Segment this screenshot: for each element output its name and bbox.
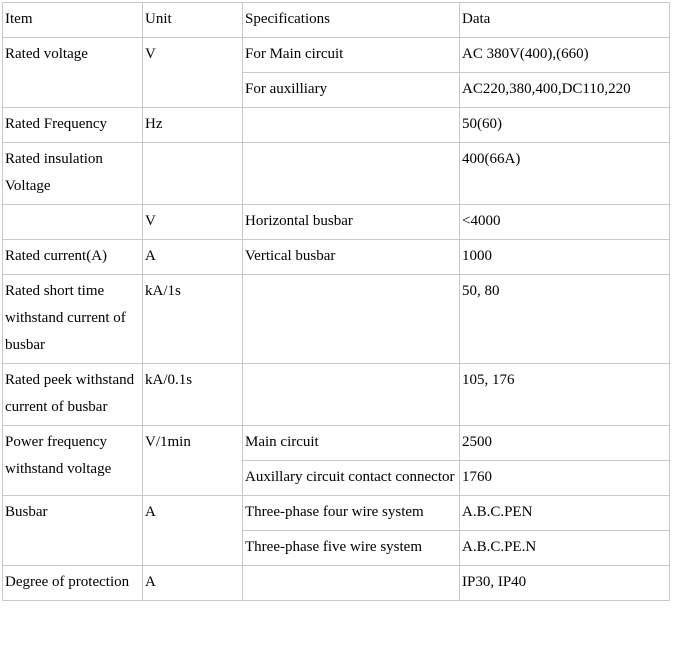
table-row [3, 205, 670, 240]
cell-data: 2500 [460, 426, 670, 461]
header-specifications: Specifications [243, 3, 460, 38]
table-row [3, 496, 670, 531]
cell-spec: Three-phase four wire system [243, 496, 460, 531]
cell-item: Rated current(A) [3, 240, 143, 275]
cell-item: Rated peek withstand current of busbar [3, 364, 143, 426]
cell-item: Rated short time withstand current of busbar [3, 275, 143, 364]
cell-data: A.B.C.PEN [460, 496, 670, 531]
cell-spec: Three-phase five wire system [243, 531, 460, 566]
cell-spec: Vertical busbar [243, 240, 460, 275]
cell-item: Power frequency withstand voltage [3, 426, 143, 496]
cell-spec: Main circuit [243, 426, 460, 461]
cell-data: AC 380V(400),(660) [460, 38, 670, 73]
cell-item: Busbar [3, 496, 143, 566]
cell-data: 1000 [460, 240, 670, 275]
cell-data: 400(66A) [460, 143, 670, 205]
table-row [3, 364, 670, 426]
table-row [3, 38, 670, 73]
table-row [3, 240, 670, 275]
header-data: Data [460, 3, 670, 38]
cell-spec [243, 143, 460, 205]
cell-unit [143, 143, 243, 205]
cell-item [3, 205, 143, 240]
cell-unit: V [143, 205, 243, 240]
cell-spec: Auxillary circuit contact connector [243, 461, 460, 496]
specifications-table [2, 2, 670, 601]
table-row [3, 566, 670, 601]
cell-item: Rated insulation Voltage [3, 143, 143, 205]
cell-item: Rated voltage [3, 38, 143, 108]
cell-unit: A [143, 566, 243, 601]
cell-data: A.B.C.PE.N [460, 531, 670, 566]
cell-data: 50(60) [460, 108, 670, 143]
cell-unit: A [143, 496, 243, 566]
cell-unit: Hz [143, 108, 243, 143]
header-unit: Unit [143, 3, 243, 38]
cell-spec [243, 275, 460, 364]
cell-unit: V [143, 38, 243, 108]
cell-spec: For Main circuit [243, 38, 460, 73]
table-header-row [3, 3, 670, 38]
table-row [3, 108, 670, 143]
cell-data: <4000 [460, 205, 670, 240]
table-row [3, 143, 670, 205]
cell-unit: kA/1s [143, 275, 243, 364]
cell-spec [243, 108, 460, 143]
cell-item: Degree of protection [3, 566, 143, 601]
cell-spec: For auxilliary [243, 73, 460, 108]
table-row [3, 426, 670, 461]
cell-data: 1760 [460, 461, 670, 496]
cell-spec: Horizontal busbar [243, 205, 460, 240]
cell-data: IP30, IP40 [460, 566, 670, 601]
cell-unit: V/1min [143, 426, 243, 496]
cell-unit: kA/0.1s [143, 364, 243, 426]
cell-spec [243, 364, 460, 426]
cell-data: AC220,380,400,DC110,220 [460, 73, 670, 108]
cell-spec [243, 566, 460, 601]
cell-unit: A [143, 240, 243, 275]
header-item: Item [3, 3, 143, 38]
cell-item: Rated Frequency [3, 108, 143, 143]
table-row [3, 275, 670, 364]
cell-data: 105, 176 [460, 364, 670, 426]
cell-data: 50, 80 [460, 275, 670, 364]
